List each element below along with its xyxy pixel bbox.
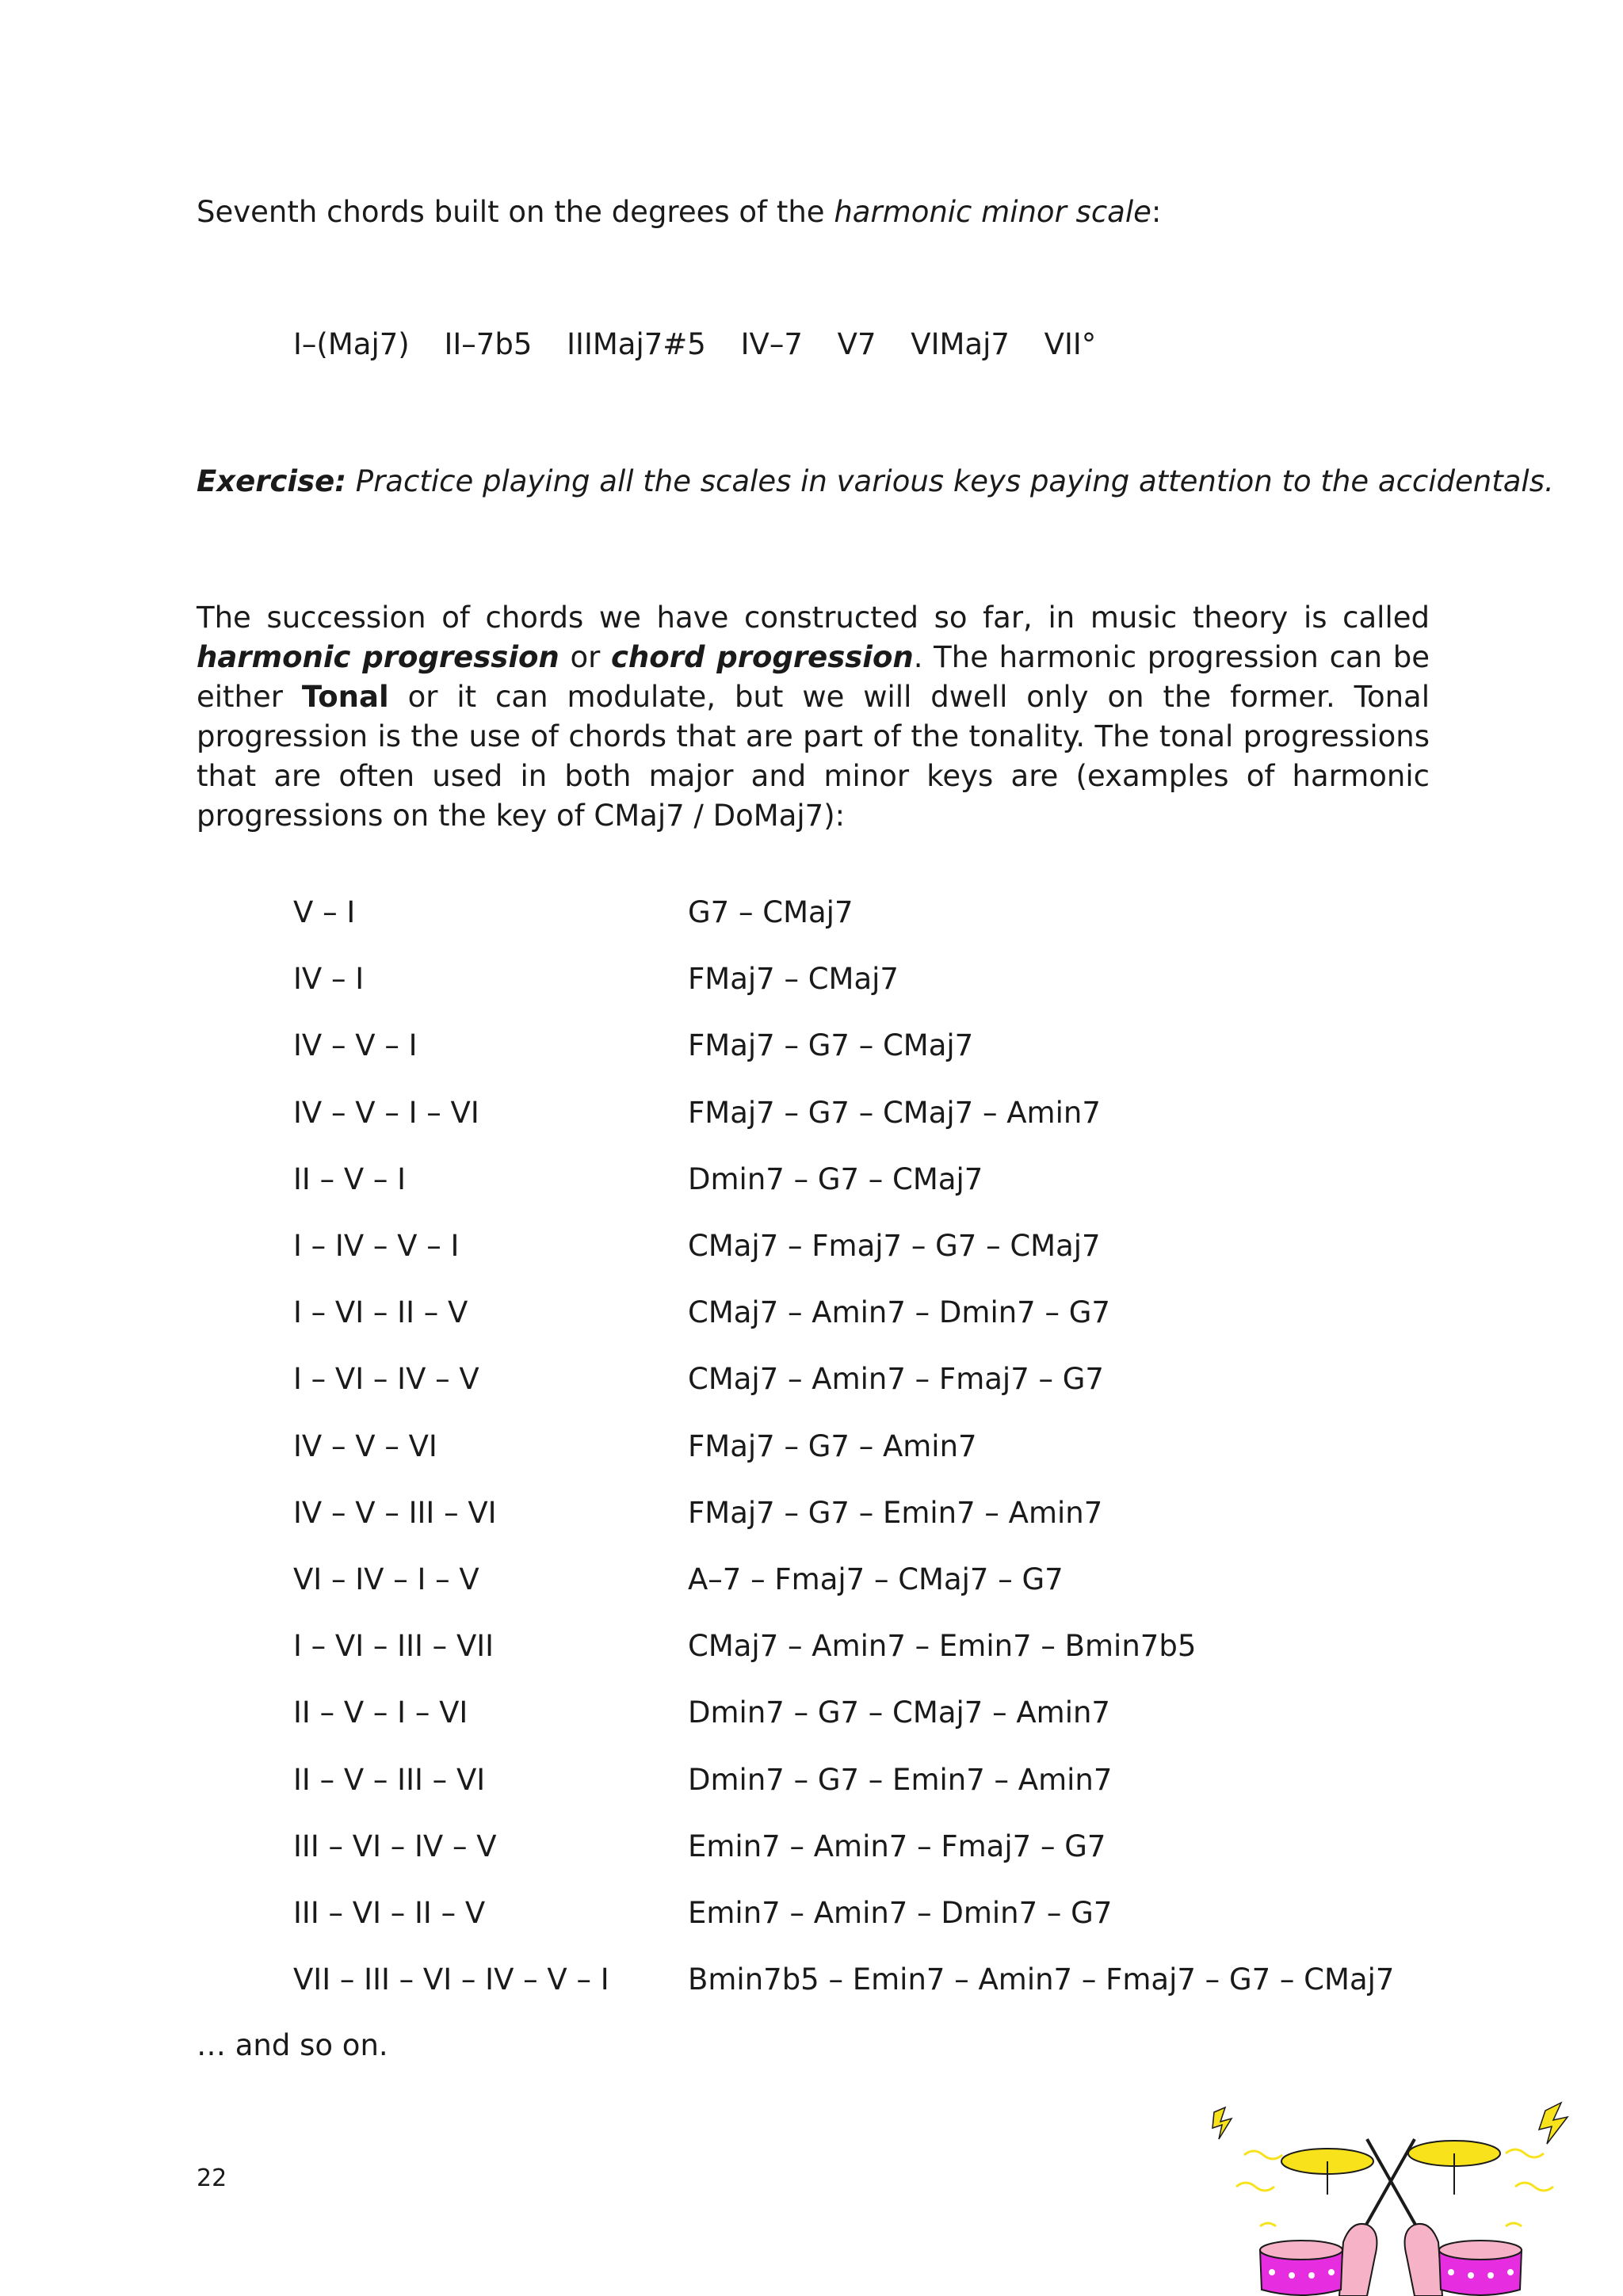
progression-roman-numerals: III – VI – II – V <box>293 1896 486 1930</box>
progression-chord-names: FMaj7 – G7 – Amin7 <box>688 1428 977 1463</box>
progression-roman-numerals: IV – V – III – VI <box>293 1495 497 1530</box>
progression-roman-numerals: I – VI – IV – V <box>293 1362 479 1397</box>
progression-chord-names: FMaj7 – G7 – Emin7 – Amin7 <box>688 1495 1103 1530</box>
progression-chord-names: Dmin7 – G7 – Emin7 – Amin7 <box>688 1762 1113 1797</box>
progression-roman-numerals: VII – III – VI – IV – V – I <box>293 1962 609 1997</box>
progression-chord-names: Emin7 – Amin7 – Dmin7 – G7 <box>688 1896 1113 1930</box>
chord-degree: VII° <box>1044 327 1097 361</box>
term-harmonic-progression: harmonic progression <box>197 640 559 674</box>
progression-chord-names: CMaj7 – Fmaj7 – G7 – CMaj7 <box>688 1229 1101 1263</box>
progression-chord-names: CMaj7 – Amin7 – Fmaj7 – G7 <box>688 1362 1104 1397</box>
paragraph-text: . The harmonic progression can be either <box>197 640 1430 714</box>
progression-roman-numerals: I – VI – II – V <box>293 1295 468 1330</box>
chord-degrees-line <box>293 327 1117 361</box>
progression-chord-names: Bmin7b5 – Emin7 – Amin7 – Fmaj7 – G7 – CMaj7 <box>688 1962 1395 1997</box>
term-chord-progression: chord progression <box>611 640 914 674</box>
intro-tail: : <box>1151 195 1162 229</box>
progression-roman-numerals: II – V – I – VI <box>293 1695 468 1730</box>
exercise-note <box>197 464 1554 498</box>
progression-chord-names: CMaj7 – Amin7 – Emin7 – Bmin7b5 <box>688 1629 1197 1664</box>
exercise-text: Practice playing all the scales in various keys paying attention to the accidentals. <box>346 464 1554 498</box>
paragraph-text: or it can modulate, but we will dwell only on the former. Tonal progression is the use of chords that are part of the tonality. The tonal progressions that are often used in both major and minor keys are (examples of harmonic progressions on the key of CMaj7 / DoMaj7): <box>197 680 1430 833</box>
drummer-drums-icon <box>1205 2092 1577 2296</box>
progression-roman-numerals: IV – I <box>293 962 365 997</box>
term-tonal: Tonal <box>301 680 389 714</box>
chord-degree: I–(Maj7) <box>293 327 410 361</box>
progression-roman-numerals: IV – V – I <box>293 1028 418 1063</box>
progression-chord-names: FMaj7 – G7 – CMaj7 – Amin7 <box>688 1095 1101 1130</box>
paragraph-text: The succession of chords we have constructed so far, in music theory is called <box>197 601 1430 635</box>
progression-chord-names: G7 – CMaj7 <box>688 895 854 929</box>
progression-roman-numerals: I – IV – V – I <box>293 1229 460 1263</box>
progression-roman-numerals: V – I <box>293 895 356 929</box>
chord-degree: VIMaj7 <box>911 327 1010 361</box>
progression-roman-numerals: IV – V – I – VI <box>293 1095 479 1130</box>
chord-degree: IIIMaj7#5 <box>567 327 706 361</box>
progression-roman-numerals: VI – IV – I – V <box>293 1562 479 1596</box>
progression-chord-names: A–7 – Fmaj7 – CMaj7 – G7 <box>688 1562 1064 1596</box>
intro-lead: Seventh chords built on the degrees of the <box>197 195 834 229</box>
progression-chord-names: FMaj7 – G7 – CMaj7 <box>688 1028 974 1063</box>
progression-chord-names: Dmin7 – G7 – CMaj7 – Amin7 <box>688 1695 1110 1730</box>
progression-roman-numerals: II – V – III – VI <box>293 1762 486 1797</box>
chord-degree: V7 <box>837 327 876 361</box>
paragraph-text: or <box>559 640 611 674</box>
progression-roman-numerals: I – VI – III – VII <box>293 1629 495 1664</box>
exercise-label: Exercise: <box>197 464 347 498</box>
page-number: 22 <box>197 2164 227 2192</box>
outro-text: … and so on. <box>197 2028 388 2062</box>
progression-chord-names: Emin7 – Amin7 – Fmaj7 – G7 <box>688 1829 1106 1863</box>
progression-roman-numerals: III – VI – IV – V <box>293 1829 497 1863</box>
intro-emphasis: harmonic minor scale <box>834 195 1151 229</box>
chord-degree: II–7b5 <box>444 327 533 361</box>
progression-roman-numerals: IV – V – VI <box>293 1428 437 1463</box>
progression-chord-names: CMaj7 – Amin7 – Dmin7 – G7 <box>688 1295 1110 1330</box>
progression-paragraph <box>197 598 1430 836</box>
intro-sentence <box>197 195 1161 229</box>
progression-roman-numerals: II – V – I <box>293 1161 407 1196</box>
progression-chord-names: FMaj7 – CMaj7 <box>688 962 899 997</box>
progression-chord-names: Dmin7 – G7 – CMaj7 <box>688 1161 983 1196</box>
chord-degree: IV–7 <box>740 327 803 361</box>
